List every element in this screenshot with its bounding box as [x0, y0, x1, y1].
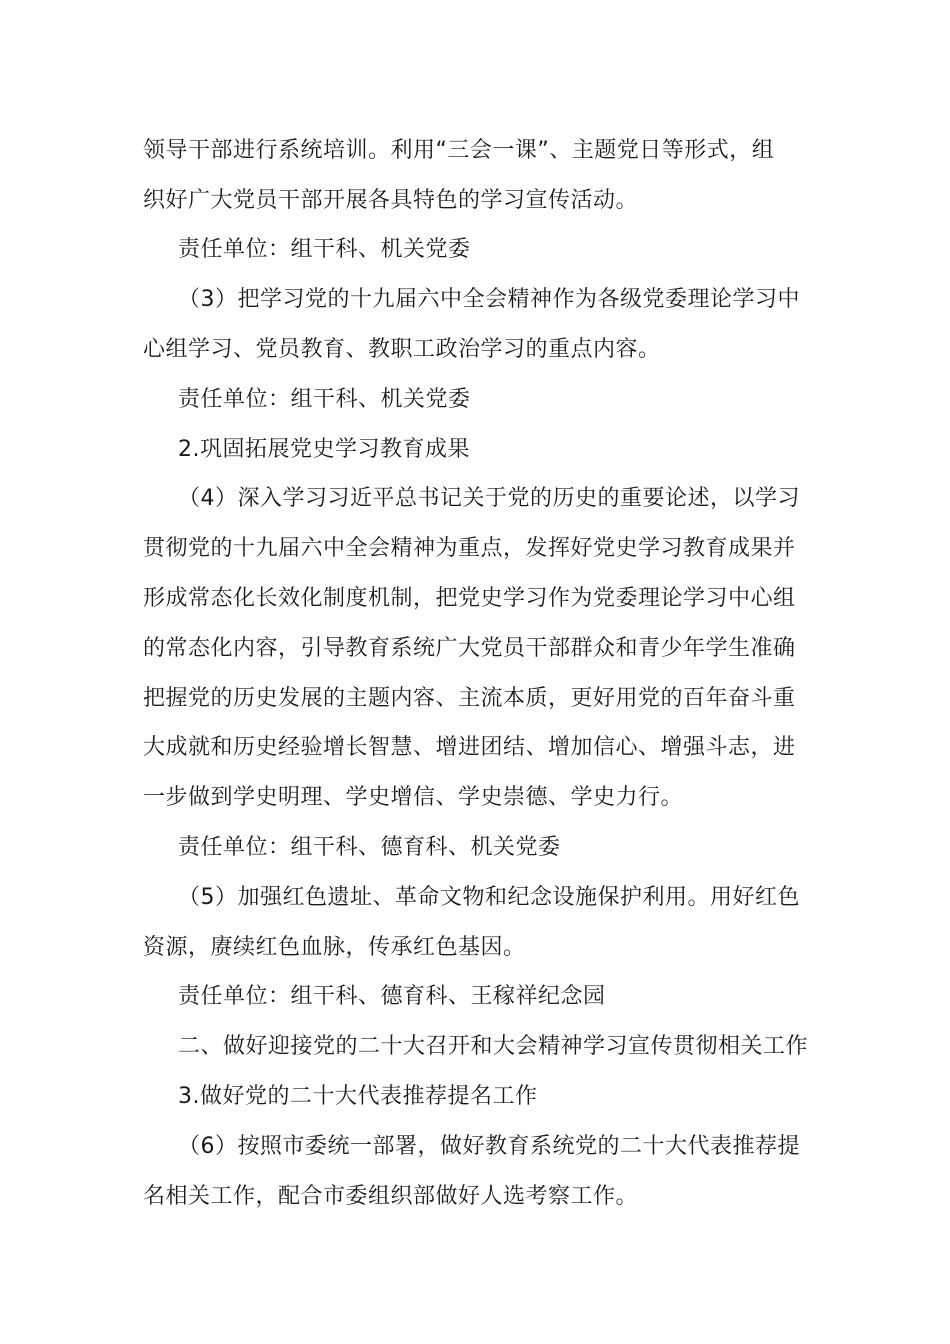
paragraph-line: 一步做到学史明理、学史增信、学史崇德、学史力行。 — [143, 785, 684, 810]
section-heading-3: 3.做好党的二十大代表推荐提名工作 — [178, 1084, 538, 1109]
paragraph-line: 形成常态化长效化制度机制，把党史学习作为党委理论学习中心组 — [143, 586, 796, 611]
paragraph-line: 领导干部进行系统培训。利用“三会一课”、主题党日等形式，组 — [143, 138, 775, 163]
paragraph-line: 心组学习、党员教育、教职工政治学习的重点内容。 — [143, 337, 661, 362]
paragraph-line: 大成就和历史经验增长智慧、增进团结、增加信心、增强斗志，进 — [143, 735, 796, 760]
item-6-line: （6）按照市委统一部署，做好教育系统党的二十大代表推荐提 — [178, 1134, 800, 1159]
item-5-line: （5）加强红色遗址、革命文物和纪念设施保护利用。用好红色 — [178, 885, 800, 910]
section-heading-2: 2.巩固拓展党史学习教育成果 — [178, 437, 470, 462]
paragraph-line: 贯彻党的十九届六中全会精神为重点，发挥好党史学习教育成果并 — [143, 536, 796, 561]
responsible-unit-line: 责任单位：组干科、机关党委 — [178, 237, 471, 262]
responsible-unit-line: 责任单位：组干科、机关党委 — [178, 387, 471, 412]
item-4-line: （4）深入学习习近平总书记关于党的历史的重要论述，以学习 — [178, 486, 800, 511]
paragraph-line: 的常态化内容，引导教育系统广大党员干部群众和青少年学生准确 — [143, 636, 796, 661]
paragraph-line: 名相关工作，配合市委组织部做好人选考察工作。 — [143, 1184, 639, 1209]
paragraph-line: 把握党的历史发展的主题内容、主流本质，更好用党的百年奋斗重 — [143, 686, 796, 711]
responsible-unit-line: 责任单位：组干科、德育科、机关党委 — [178, 835, 561, 860]
paragraph-line: 资源，赓续红色血脉，传承红色基因。 — [143, 935, 526, 960]
section-heading-part-2: 二、做好迎接党的二十大召开和大会精神学习宣传贯彻相关工作 — [178, 1034, 809, 1059]
item-3-line: （3）把学习党的十九届六中全会精神作为各级党委理论学习中 — [178, 287, 800, 312]
paragraph-line: 织好广大党员干部开展各具特色的学习宣传活动。 — [143, 188, 639, 213]
responsible-unit-line: 责任单位：组干科、德育科、王稼祥纪念园 — [178, 984, 606, 1009]
